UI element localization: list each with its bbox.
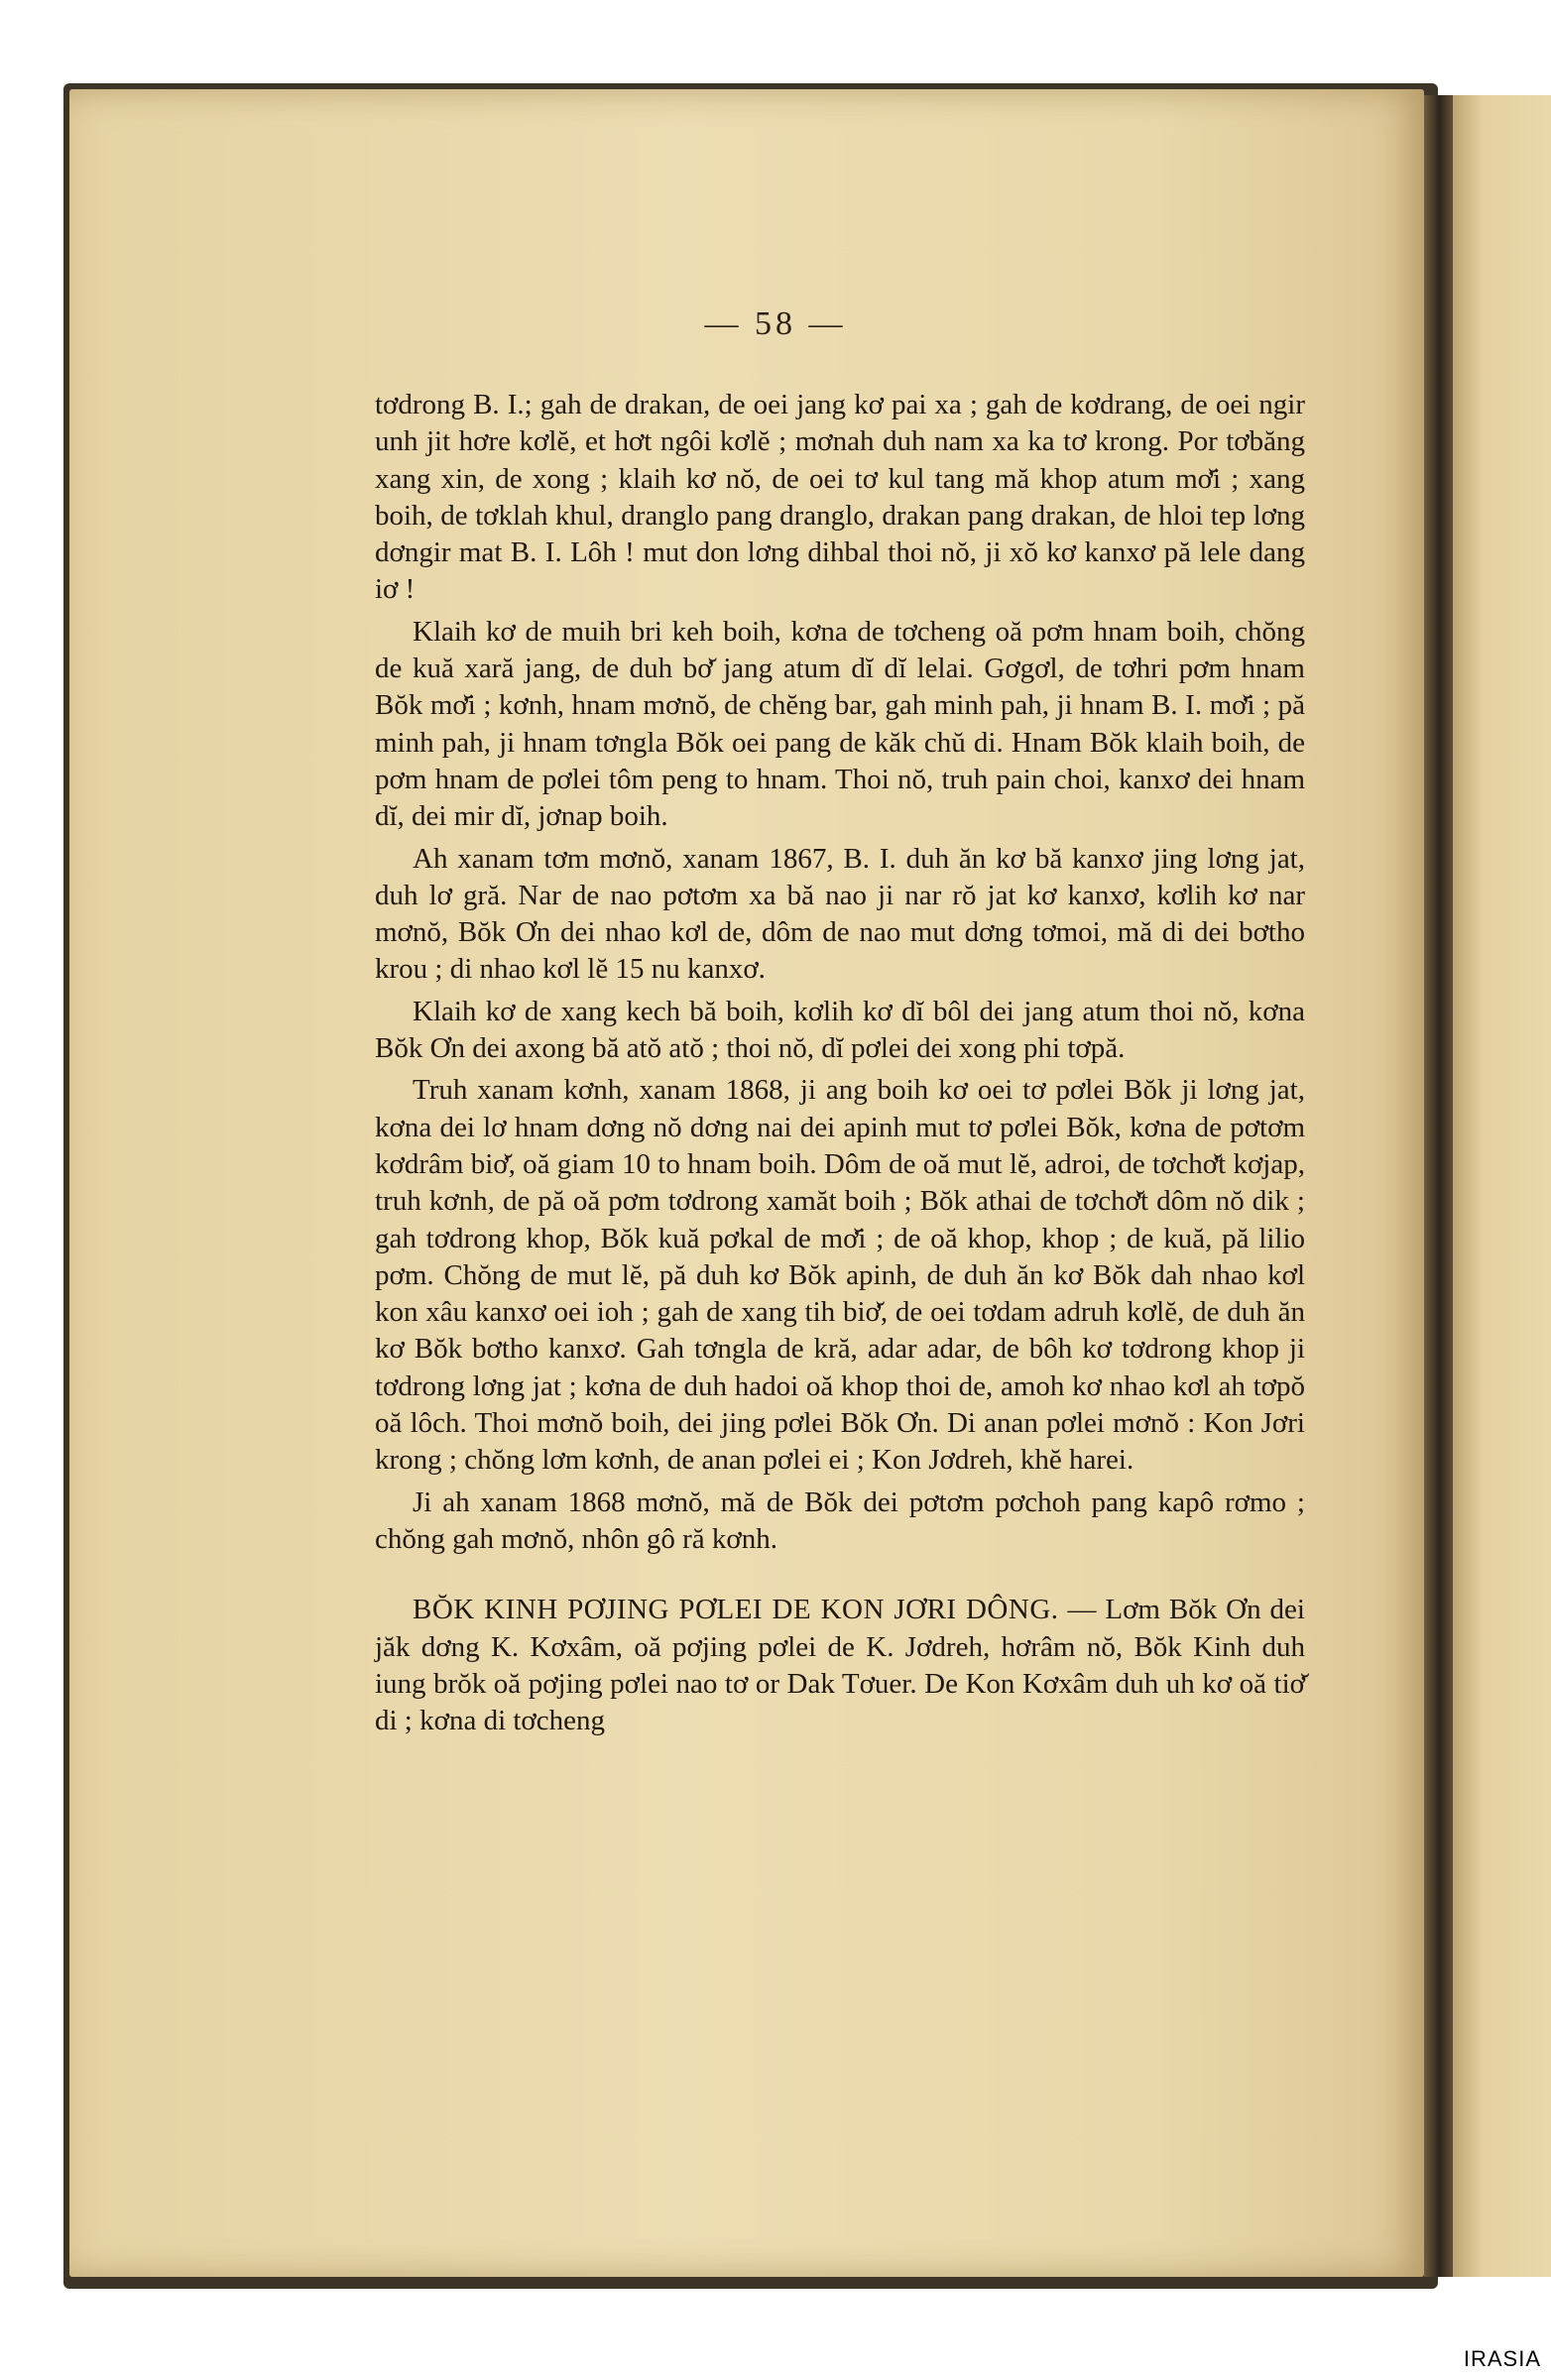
body-text <box>375 387 1305 1744</box>
paragraph: tơdrong B. I.; gah de drakan, de oei jang kơ pai xa ; gah de kơdrang, de oei ngir unh jit hơre kơlĕ, et hơt ngôi kơlĕ ; mơnah duh nam xa ka tơ krong. Por tơbăng xang xin, de xong ; klaih kơ nŏ, de oei tơ kul tang mă khop atum mơ̆i ; xang boih, de tơklah khul, dranglo pang dranglo, drakan pang drakan, de hloi tep lơng dơngir mat B. I. Lôh ! mut don lơng dihbal thoi nŏ, ji xŏ kơ kanxơ pă lele dang iơ ! <box>375 389 1305 606</box>
paragraph: Ji ah xanam 1868 mơnŏ, mă de Bŏk dei pơtơm pơchoh pang kapô rơmo ; chŏng gah mơnŏ, nhôn gô ră kơnh. <box>375 1486 1305 1555</box>
section-heading: BŎK KINH PƠJING PƠLEI DE KON JƠRI DÔNG. <box>413 1594 1059 1626</box>
book-gutter <box>1424 95 1450 2277</box>
page-number: — 58 — <box>704 305 847 342</box>
paragraph: Klaih kơ de xang kech bă boih, kơlih kơ dĭ bôl dei jang atum thoi nŏ, kơna Bŏk Ơn dei axong bă atŏ atŏ ; thoi nŏ, dĭ pơlei dei xong phi tơpă. <box>375 995 1305 1065</box>
paragraph: Ah xanam tơm mơnŏ, xanam 1867, B. I. duh ăn kơ bă kanxơ jing lơng jat, duh lơ gră. Nar de nao pơtơm xa bă nao ji nar rŏ jat kơ kanxơ, kơlih kơ nar mơnŏ, Bŏk Ơn dei nhao kơl de, dôm de nao mut dơng tơmoi, mă di dei bơtho krou ; di nhao kơl lĕ 15 nu kanxơ. <box>375 842 1305 986</box>
watermark-label: IRASIA <box>1463 2346 1541 2371</box>
section-paragraph <box>375 1592 1305 1739</box>
paragraph: Truh xanam kơnh, xanam 1868, ji ang boih kơ oei tơ pơlei Bŏk ji lơng jat, kơna dei lơ hnam dơng nŏ dơng nai dei apinh mut tơ pơlei Bŏk, kơna de pơtơm kơdrâm biơ̆, oă giam 10 to hnam boih. Dôm de oă mut lĕ, adroi, de tơchơ̆t kơjap, truh kơnh, de pă oă pơm tơdrong xamăt boih ; Bŏk athai de tơchơ̆t dôm nŏ dik ; gah tơdrong khop, Bŏk kuă pơkal de mơ̆i ; de oă khop, khop ; de kuă, pă lilio pơm. Chŏng de mut lĕ, pă duh kơ Bŏk apinh, de duh ăn kơ Bŏk dah nhao kơl kon xâu kanxơ oei ioh ; gah de xang tih biơ̆, de oei tơdam adruh kơlĕ, de duh ăn kơ Bŏk bơtho kanxơ. Gah tơngla de kră, adar adar, de bôh kơ tơdrong khop ji tơdrong lơng jat ; kơna de duh hadoi oă khop thoi de, amoh kơ nhao kơl ah tơpŏ oă lôch. Thoi mơnŏ boih, dei jing pơlei Bŏk Ơn. Di anan pơlei mơnŏ : Kon Jơri krong ; chŏng lơm kơnh, de anan pơlei ei ; Kon Jơdreh, khĕ harei. <box>375 1074 1305 1477</box>
section-text: — Lơm Bŏk Ơn dei jăk dơng K. Kơxâm, oă pơjing pơlei de K. Jơdreh, hơrâm nŏ, Bŏk Kinh duh iung brŏk oă pơjing pơlei nao tơ or Dak Tơuer. De Kon Kơxâm duh uh kơ oă tiơ̆ di ; kơna di tơcheng <box>375 1594 1305 1737</box>
paragraph: Klaih kơ de muih bri keh boih, kơna de tơcheng oă pơm hnam boih, chŏng de kuă xară jang, de duh bơ̆ jang atum dĭ dĭ lelai. Gơgơl, de tơhri pơm hnam Bŏk mơ̆i ; kơnh, hnam mơnŏ, de chĕng bar, gah minh pah, ji hnam B. I. mơ̆i ; pă minh pah, ji hnam tơngla Bŏk oei pang de kăk chŭ di. Hnam Bŏk klaih boih, de pơm hnam de pơlei tôm peng to hnam. Thoi nŏ, truh pain choi, kanxơ dei hnam dĭ, dei mir dĭ, jơnap boih. <box>375 615 1305 833</box>
next-page-edge <box>1450 95 1551 2277</box>
